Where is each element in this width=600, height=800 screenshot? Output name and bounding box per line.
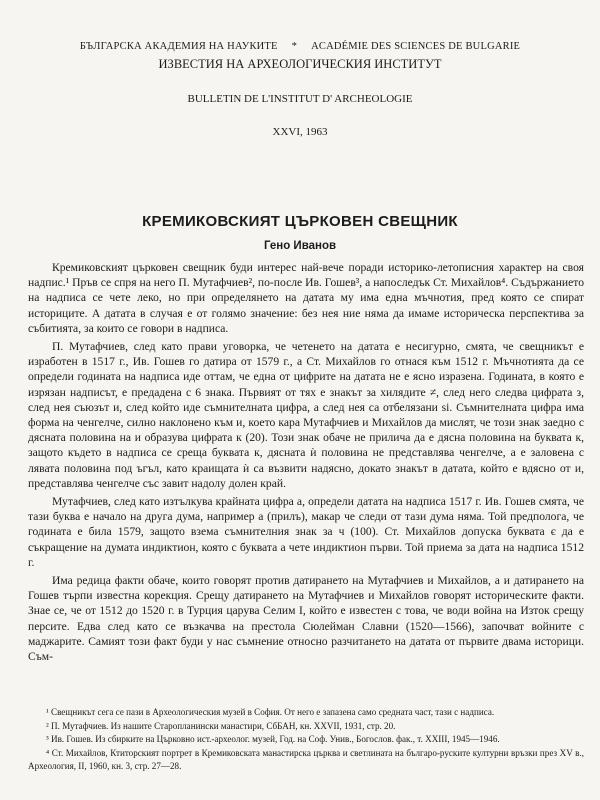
volume-year: XXVI, 1963 xyxy=(272,126,328,138)
academy-line xyxy=(0,40,600,54)
footnote: ¹ Свещникът сега се пази в Археологическия музей в София. От него е запазена само средната част, тази с надписа. xyxy=(46,707,495,717)
footnotes xyxy=(28,706,584,774)
institute-name-fr: BULLETIN DE L'INSTITUT D' ARCHEOLOGIE xyxy=(187,93,413,105)
footnote: ² П. Мутафчиев. Из нашите Старопланински манастири, СбБАН, кн. XXVII, 1931, стр. 20. xyxy=(46,720,396,731)
paragraph: Мутафчиев, след като изтълкува крайната цифра а, определи датата на надписа 1517 г. Ив. Гошев смята, че тази буква е начало на друга дума, например а (прилъ), макар че следи от тази дума няма. Той предполога, че годината е била 1579, защото взема съмнителния знак за ч (100). Ст. Михайлов допуска буквата є да е съкращение на думата индиктион, която с буквата а чете индиктион първи. Той приема за дата на надписа 1512 г. xyxy=(28,495,584,569)
paragraph: П. Мутафчиев, след като прави уговорка, че четенето на датата е несигурно, смята, че свещникът е изработен в 1517 г., Ив. Гошев го датира от 1579 г., а Ст. Михайлов го отнася към 1512 г. Мъчнотията да се определи годината на надписа иде оттам, че една от цифрите на датата не е ясно изразена. Годината, в която е изрязан надписът, е предадена с 6 знака. Първият от тях е знакът за хилядите ≠, след него следва цифрата з, след нея съюзът и, след който иде съмнителната цифра, а след нея са отбелязани ѕі. Съмнителната цифра има форма на ченгелче, силно наклонено към и, което кара Мутафчиев и Михайлов да мислят, че този знак заедно с дясната половина на и образува цифрата к (20). Този знак обаче не прилича да е дясна половина на буквата к, защото където в надписа се среща буквата к, дясната ѝ половина не представлява ченгелче, а е заловена с лявата половина под ъгъл, като краищата ѝ са възвити надясно, докато знакът в датата, който е вдясно от и, представлява ченгелче със завит надолу долен край. xyxy=(28,340,584,490)
academy-name-fr: ACADÉMIE DES SCIENCES DE BULGARIE xyxy=(311,41,521,52)
paragraph: Има редица факти обаче, които говорят против датирането на Мутафчиев и Михайлов, а и датирането на Гошев търпи известна корекция. Срещу датирането на Мутафчиев и Михайлов говорят историческите факти. Знае се, че от 1512 до 1520 г. в Турция царува Селим I, който е известен с това, че води война на Изток срещу персите. Едва след като се възкачва на престола Сюлейман Славни (1520—1566), започват войните с маджарите. Самият този факт буди у нас съмнение относно разчитането на датата от първите двама историци. Съм- xyxy=(28,574,584,664)
paragraph: Кремиковският църковен свещник буди интерес най-вече поради историко-летописния характер на своя надпис.¹ Пръв се спря на него П. Мутафчиев², по-после Ив. Гошев³, а напоследък Ст. Михайлов⁴. Съдържанието на надписа се чете леко, но при определянето на датата му има една мъчнотия, пред която се спират историците. А датата в случая е от голямо значение: без нея ние няма да имаме историческа перспектива за събитията, за които се говори в надписа. xyxy=(28,261,584,335)
article-title: КРЕМИКОВСКИЯТ ЦЪРКОВЕН СВЕЩНИК xyxy=(142,213,458,230)
footnote: ⁴ Ст. Михайлов, Ктиторският портрет в Кремиковската манастирска църква и светлината на българо-руските културни връзки през XV в., Археология, II, 1960, кн. 3, стр. 27—28. xyxy=(28,747,584,772)
article-author: Гено Иванов xyxy=(263,240,337,252)
article-body xyxy=(28,260,584,664)
journal-header xyxy=(0,40,600,140)
institute-name-bg: ИЗВЕСТИЯ НА АРХЕОЛОГИЧЕСКИЯ ИНСТИТУТ xyxy=(158,57,442,71)
header-separator: * xyxy=(291,41,298,52)
footnote: ³ Ив. Гошев. Из сбирките на Църковно ист.-археолог. музей, Год. на Соф. Унив., Богослов. фак., т. XXIII, 1945—1946. xyxy=(46,734,500,745)
academy-name-bg: БЪЛГАРСКА АКАДЕМИЯ НА НАУКИТЕ xyxy=(79,41,278,52)
